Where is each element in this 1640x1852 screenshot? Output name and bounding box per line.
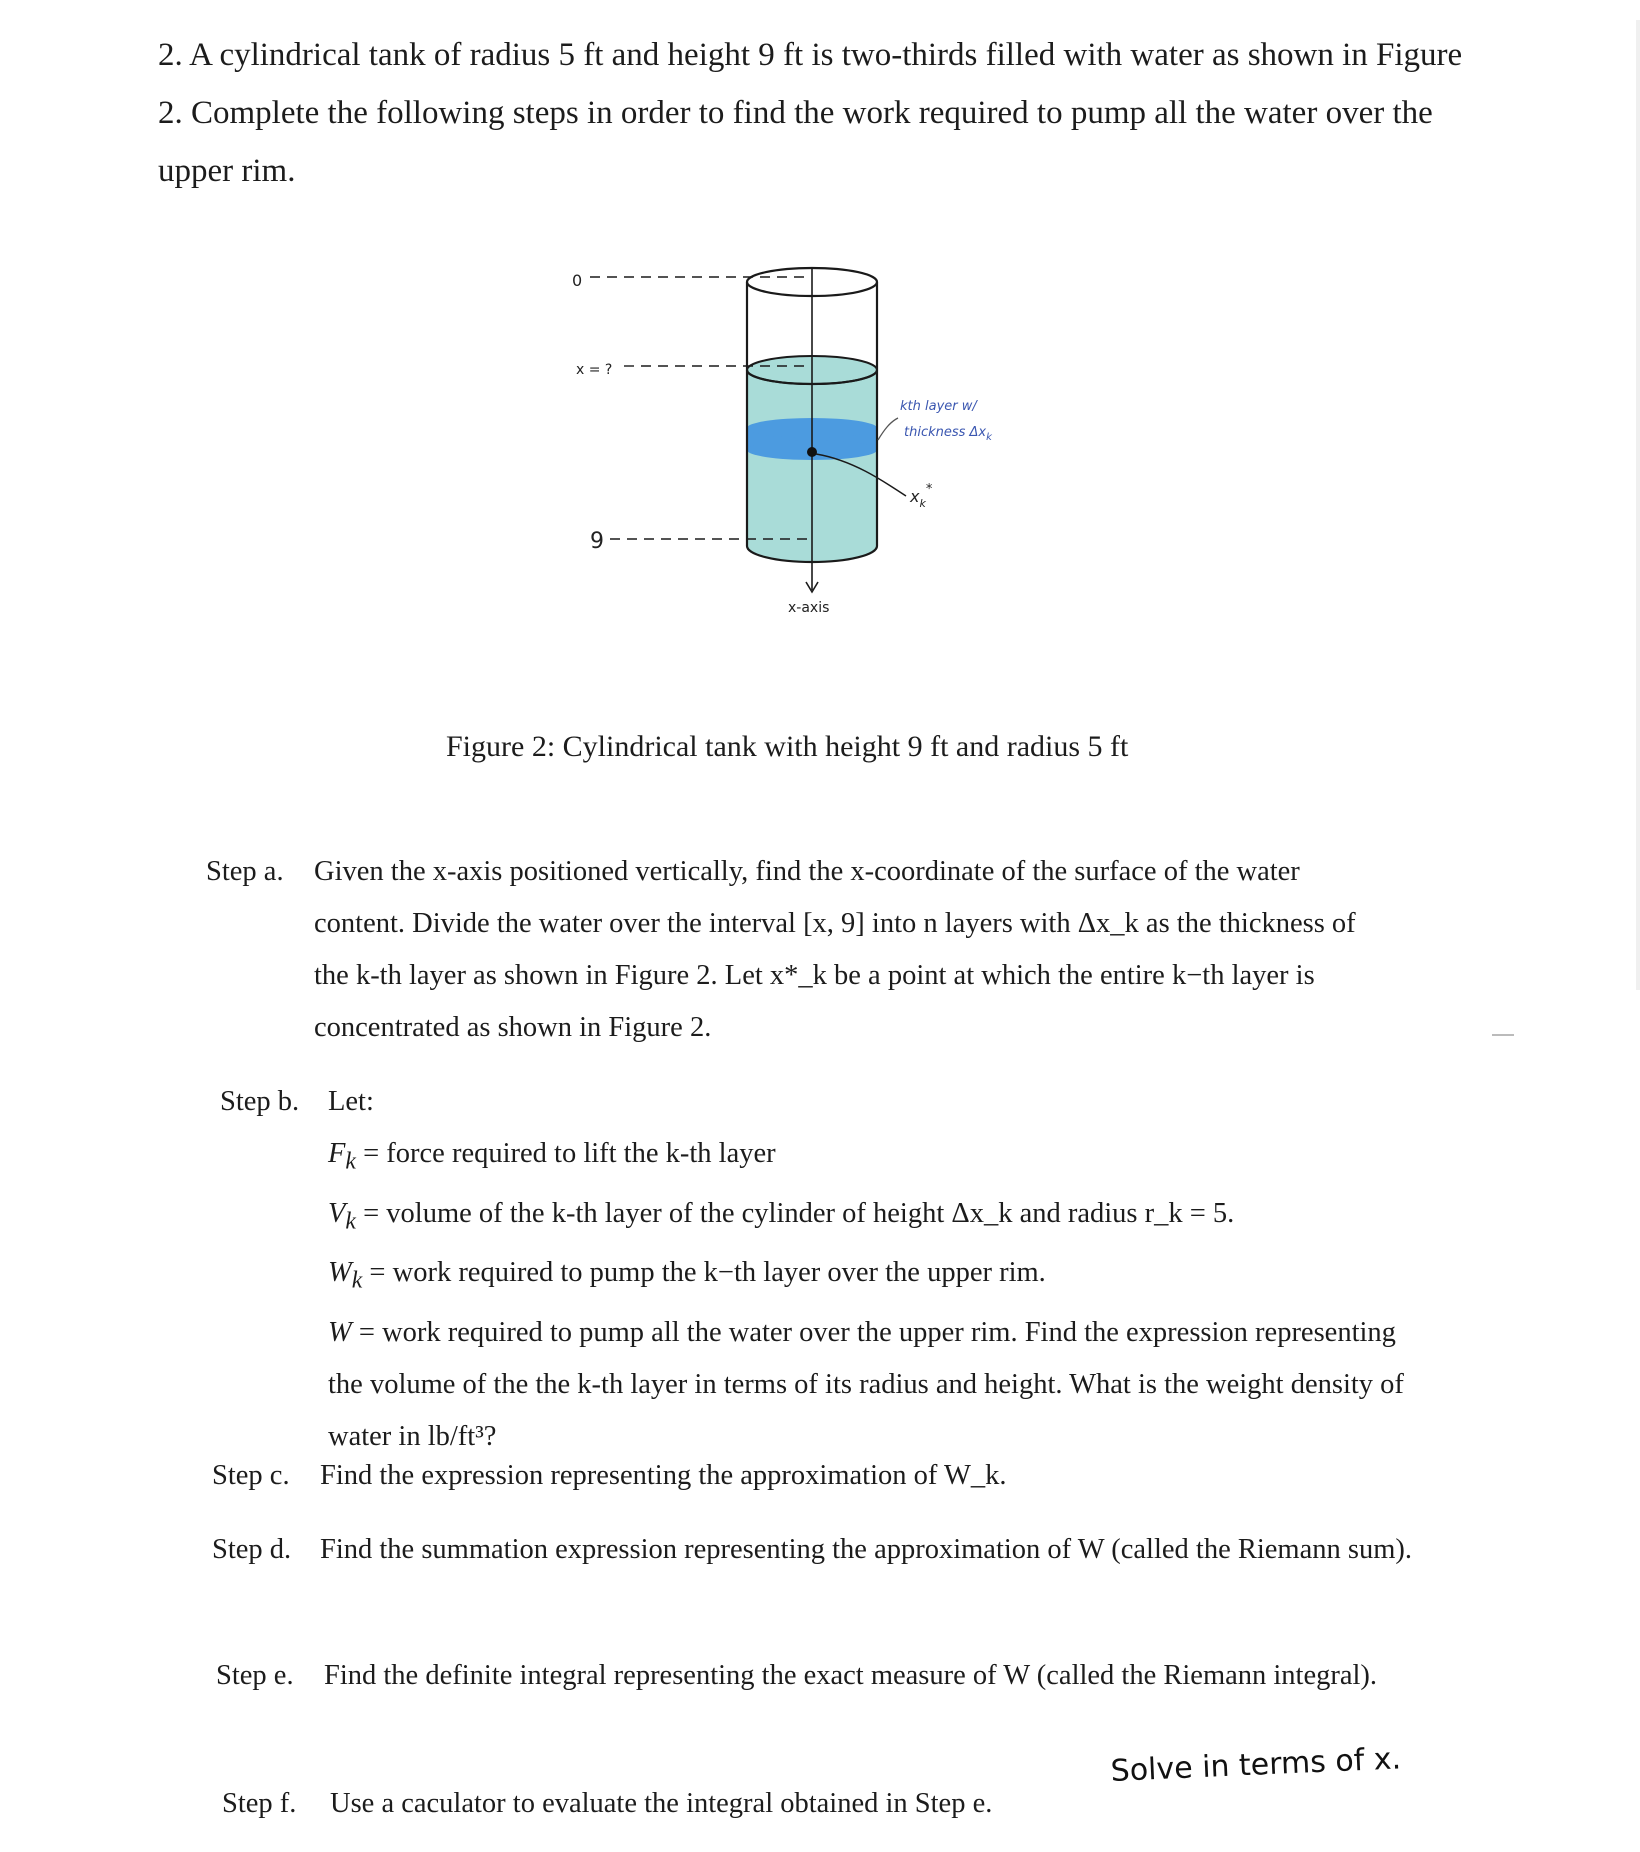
def-work-k [328,1247,1420,1307]
layer-note-main: thickness Δx [904,425,987,440]
figure-caption: Figure 2: Cylindrical tank with height 9 ft and radius 5 ft [446,730,1129,763]
step-d-text: Find the summation expression representing the approximation of W (called the Riemann sum). [320,1534,1413,1565]
point-label [909,482,933,510]
def-force-sub: k [345,1148,356,1175]
step-c [212,1450,1412,1502]
step-d [212,1524,1412,1576]
figure-cylindrical-tank [560,250,1080,690]
label-nine: 9 [590,529,604,554]
page-edge-line [1636,20,1640,990]
point-label-sub: k [919,497,926,510]
problem-statement: 2. A cylindrical tank of radius 5 ft and height 9 ft is two-thirds filled with water as shown in Figure 2. Complete the following steps in order to find the work required to pump all the water over the upper rim. [158,37,1463,189]
def-volume-sub: k [345,1208,356,1235]
step-e [216,1650,1416,1702]
point-label-sup: * [925,482,933,497]
def-force-sym: F [328,1138,346,1169]
def-work-total [328,1307,1420,1463]
step-b [220,1076,1420,1463]
step-b-definitions [328,1128,1420,1307]
def-volume-text: = volume of the k-th layer of the cylinder of height Δx_k and radius r_k = 5. [355,1197,1235,1229]
step-b-label: Step b. [220,1086,300,1117]
point-label-main: x [910,487,920,506]
layer-note-line1: kth layer w/ [900,399,977,414]
label-zero: 0 [572,271,583,290]
tank-diagram [560,250,1080,690]
layer-note-line2 [904,425,993,443]
step-c-label: Step c. [212,1460,290,1491]
layer-note-sub: k [986,432,992,443]
axis-label: x-axis [788,600,830,616]
step-d-label: Step d. [212,1534,292,1565]
def-work-total-sym: W [328,1317,352,1349]
def-volume-sym: V [328,1197,346,1229]
step-e-text: Find the definite integral representing the exact measure of W (called the Riemann integral). [324,1660,1378,1691]
label-x: x = ? [576,362,613,378]
def-force [328,1128,1420,1188]
def-force-text: = force required to lift the k-th layer [355,1138,776,1169]
handwritten-note: Solve in terms of x. [1110,1741,1402,1789]
step-f-label: Step f. [222,1788,297,1819]
layer-pointer [878,418,898,440]
def-work-total-text: = work required to pump all the water over the upper rim. Find the expression representing the volume of the the k-th layer in terms of its radius and height. What is the weight density of water in lb/ft³? [328,1317,1404,1453]
def-work-k-sym: W [328,1257,352,1289]
step-a [206,846,1396,1054]
layer-point [807,447,817,457]
step-a-label: Step a. [206,856,284,887]
step-e-label: Step e. [216,1660,294,1691]
step-f [222,1778,1102,1830]
def-volume [328,1188,1420,1248]
def-work-k-sub: k [351,1268,363,1295]
def-work-k-text: = work required to pump the k−th layer over the upper rim. [362,1257,1046,1289]
step-b-intro: Let: [328,1086,374,1117]
step-c-text: Find the expression representing the approximation of W_k. [320,1460,1007,1491]
step-a-text: Given the x-axis positioned vertically, find the x-coordinate of the surface of the water content. Divide the water over the interval [x, 9] into n layers with Δx_k as the thickness of the k-th layer as shown in Figure 2. Let x*_k be a point at which the entire k−th layer is concentrated as shown in Figure 2. [314,856,1356,1043]
step-f-text: Use a caculator to evaluate the integral obtained in Step e. [330,1788,993,1819]
page-edge-tick [1492,1034,1514,1036]
